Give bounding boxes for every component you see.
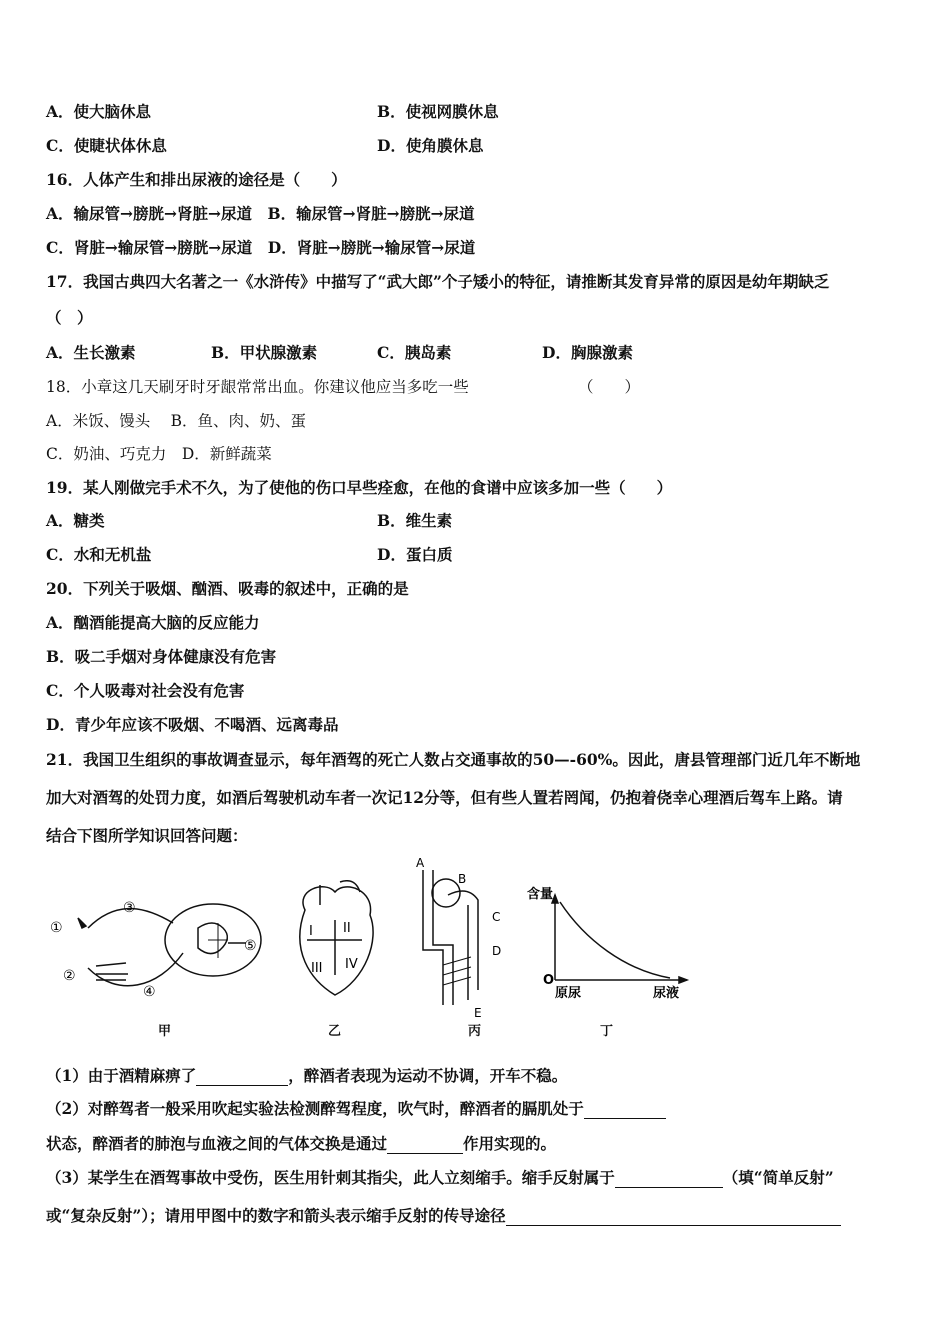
yi-chamber-2: II: [343, 921, 351, 936]
q21-sub3-a: （3）某学生在酒驾事故中受伤，医生用针刺其指尖，此人立刻缩手。缩手反射属于: [46, 1168, 615, 1187]
q21-sub2-cont: [46, 1134, 556, 1154]
q21-sub2-b: 状态，醉酒者的肺泡与血液之间的气体交换是通过: [46, 1134, 388, 1153]
figure-ding-curve: [525, 880, 695, 1000]
bing-label-b: B: [458, 872, 467, 886]
ding-x1: 原尿: [555, 986, 582, 1000]
q17-option-b: B．甲状腺激素: [211, 343, 318, 362]
q17-stem: 17．我国古典四大名著之一《水浒传》中描写了“武大郎”个子矮小的特征，请推断其发育异常的原因是幼年期缺乏: [46, 272, 830, 291]
q20-stem: 20．下列关于吸烟、酗酒、吸毒的叙述中，正确的是: [46, 579, 409, 598]
q15-row1: [46, 102, 499, 122]
bing-label-e: E: [474, 1006, 482, 1020]
q15-option-a: A．使大脑休息: [46, 102, 152, 121]
q21-sub2: [46, 1099, 666, 1119]
bing-label-d: D: [492, 944, 502, 958]
q17-paren: （ ）: [46, 308, 93, 327]
q20-option-a: A．酗酒能提高大脑的反应能力: [46, 613, 260, 632]
jia-label-5: ⑤: [244, 938, 257, 954]
q15-row2: [46, 136, 484, 156]
ding-x2: 尿液: [653, 986, 680, 1000]
q21-sub2-c: 作用实现的。: [463, 1134, 557, 1153]
q20-option-c: C．个人吸毒对社会没有危害: [46, 681, 245, 700]
q21-line3: 结合下图所学知识回答问题：: [46, 826, 248, 845]
q20-option-d: D．青少年应该不吸烟、不喝酒、远离毒品: [46, 715, 339, 734]
q18-options-cd: C．奶油、巧克力 D．新鲜蔬菜: [46, 445, 272, 463]
bing-label-a: A: [416, 856, 425, 870]
jia-label-4: ④: [143, 984, 156, 1000]
q19-option-d: D．蛋白质: [377, 545, 453, 564]
q19-row2: [46, 545, 453, 565]
q21-sub2-blank2[interactable]: [387, 1137, 463, 1154]
jia-label-1: ①: [50, 920, 63, 936]
jia-label-3: ③: [123, 900, 136, 916]
yi-chamber-3: III: [311, 961, 323, 976]
q21-sub1-blank[interactable]: [196, 1069, 288, 1086]
q19-option-c: C．水和无机盐: [46, 545, 152, 564]
q21-sub1-b: ，醉酒者表现为运动不协调，开车不稳。: [288, 1066, 568, 1085]
q16-options-cd: C．肾脏→输尿管→膀胱→尿道 D．肾脏→膀胱→输尿管→尿道: [46, 238, 476, 257]
figure-yi-heart: [285, 880, 385, 1005]
q18-stem: 18．小章这几天刷牙时牙龈常常出血。你建议他应当多吃一些: [46, 378, 469, 396]
q21-line2: 加大对酒驾的处罚力度，如酒后驾驶机动车者一次记12分等，但有些人置若罔闻，仍抱着侥幸心理酒后驾车上路。请: [46, 788, 843, 807]
q19-row1: [46, 511, 453, 531]
q19-stem: 19．某人刚做完手术不久，为了使他的伤口早些痊愈，在他的食谱中应该多加一些（ ）: [46, 478, 673, 497]
ding-caption: 丁: [600, 1024, 614, 1039]
q18-paren: （ ）: [578, 378, 641, 396]
q21-sub1-a: （1）由于酒精麻痹了: [46, 1066, 197, 1085]
q16-stem: 16．人体产生和排出尿液的途径是（ ）: [46, 170, 347, 189]
q21-line1: 21．我国卫生组织的事故调查显示，每年酒驾的死亡人数占交通事故的50—-60%。因此，唐县管理部门近几年不断地: [46, 750, 861, 769]
q21-sub3-blank2[interactable]: [506, 1209, 841, 1226]
q21-sub3-blank1[interactable]: [615, 1171, 723, 1188]
q21-sub3-cont: [46, 1206, 841, 1226]
q19-option-a: A．糖类: [46, 511, 105, 530]
q21-sub3: [46, 1168, 834, 1188]
q20-option-b: B．吸二手烟对身体健康没有危害: [46, 647, 277, 666]
bing-caption: 丙: [468, 1024, 482, 1039]
ding-origin: O: [543, 973, 555, 988]
q21-sub2-a: （2）对醉驾者一般采用吹起实验法检测醉驾程度，吹气时，醉酒者的膈肌处于: [46, 1099, 584, 1118]
q21-sub3-c: 或“复杂反射”）；请用甲图中的数字和箭头表示缩手反射的传导途径: [46, 1206, 506, 1225]
q15-option-b: B．使视网膜休息: [377, 102, 499, 121]
ding-ylabel: 含量: [527, 887, 554, 902]
q16-options-ab: A．输尿管→膀胱→肾脏→尿道 B．输尿管→肾脏→膀胱→尿道: [46, 204, 475, 223]
q15-option-c: C．使睫状体休息: [46, 136, 167, 155]
jia-caption: 甲: [158, 1024, 172, 1039]
q15-option-d: D．使角膜休息: [377, 136, 484, 155]
q17-option-d: D．胸腺激素: [542, 343, 633, 362]
figure-bing-nephron: [408, 855, 508, 1020]
yi-chamber-1: I: [309, 924, 313, 939]
yi-caption: 乙: [328, 1024, 342, 1039]
bing-label-c: C: [492, 910, 501, 924]
yi-chamber-4: IV: [345, 957, 358, 972]
q21-sub3-b: （填“简单反射”: [722, 1168, 834, 1187]
q21-sub2-blank1[interactable]: [584, 1102, 666, 1119]
q18-stem-row: [46, 377, 641, 397]
q17-options: [46, 343, 633, 363]
q19-option-b: B．维生素: [377, 511, 453, 530]
q18-options-ab: A．米饭、馒头 B．鱼、肉、奶、蛋: [46, 412, 307, 430]
q17-option-c: C．胰岛素: [377, 343, 452, 362]
q21-sub1: [46, 1066, 567, 1086]
q17-option-a: A．生长激素: [46, 343, 136, 362]
figure-jia-reflex-arc: [48, 888, 268, 1008]
jia-label-2: ②: [63, 968, 76, 984]
